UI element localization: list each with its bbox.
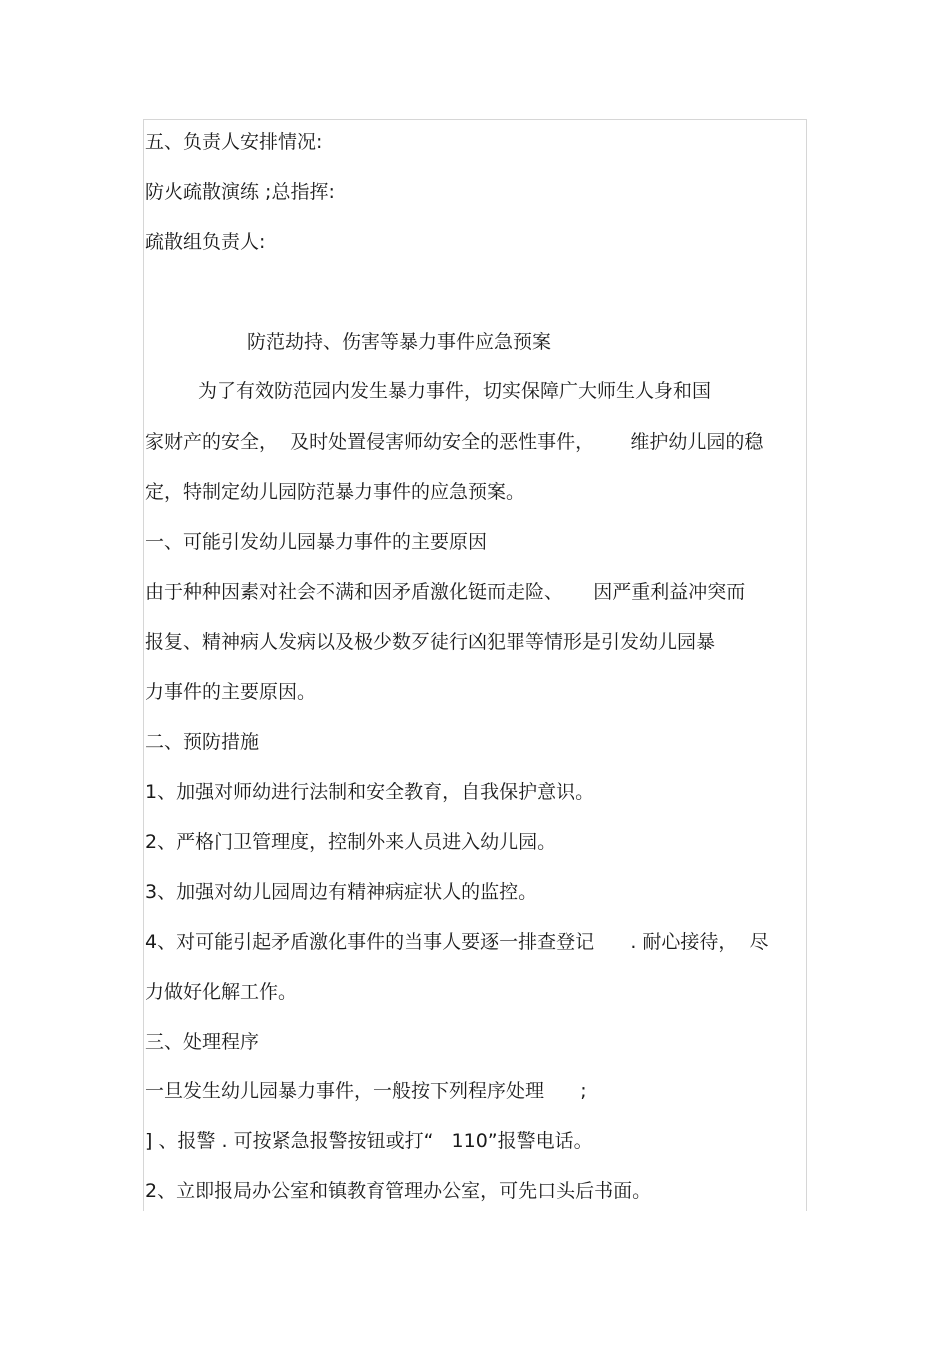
procedure-item: ] 、报警 . 可按紧急报警按钮或打“ 110”报警电话。 <box>145 1130 593 1152</box>
section-one-text-line: 由于种种因素对社会不满和因矛盾激化铤而走险、 因严重利益冲突而 <box>145 581 746 603</box>
section-one-heading: 一、可能引发幼儿园暴力事件的主要原因 <box>145 531 488 553</box>
document-title: 防范劫持、伤害等暴力事件应急预案 <box>247 331 552 353</box>
measure-item: 1、加强对师幼进行法制和安全教育，自我保护意识。 <box>145 781 595 803</box>
procedure-item: 2、立即报局办公室和镇教育管理办公室，可先口头后书面。 <box>145 1180 652 1202</box>
measure-item-continued: 力做好化解工作。 <box>145 981 298 1003</box>
section-one-text-line: 报复、精神病人发病以及极少数歹徒行凶犯罪等情形是引发幼儿园暴 <box>145 631 716 653</box>
section-five-heading: 五、负责人安排情况: <box>145 131 323 153</box>
intro-paragraph-line: 定，特制定幼儿园防范暴力事件的应急预案。 <box>145 481 526 503</box>
measure-item: 3、加强对幼儿园周边有精神病症状人的监控。 <box>145 881 538 903</box>
drill-commander-line: 防火疏散演练 ;总指挥: <box>145 181 335 203</box>
intro-paragraph-line: 家财产的安全， 及时处置侵害师幼安全的恶性事件， 维护幼儿园的稳 <box>145 431 764 453</box>
procedure-intro: 一旦发生幼儿园暴力事件，一般按下列程序处理 ; <box>145 1080 587 1102</box>
measure-item: 4、对可能引起矛盾激化事件的当事人要逐一排查登记 . 耐心接待， 尽 <box>145 931 769 953</box>
evacuation-leader-line: 疏散组负责人: <box>145 231 266 253</box>
intro-paragraph-line: 为了有效防范园内发生暴力事件，切实保障广大师生人身和国 <box>198 380 712 402</box>
section-one-text-line: 力事件的主要原因。 <box>145 681 317 703</box>
section-three-heading: 三、处理程序 <box>145 1031 260 1053</box>
section-two-heading: 二、预防措施 <box>145 731 260 753</box>
measure-item: 2、严格门卫管理度，控制外来人员进入幼儿园。 <box>145 831 557 853</box>
